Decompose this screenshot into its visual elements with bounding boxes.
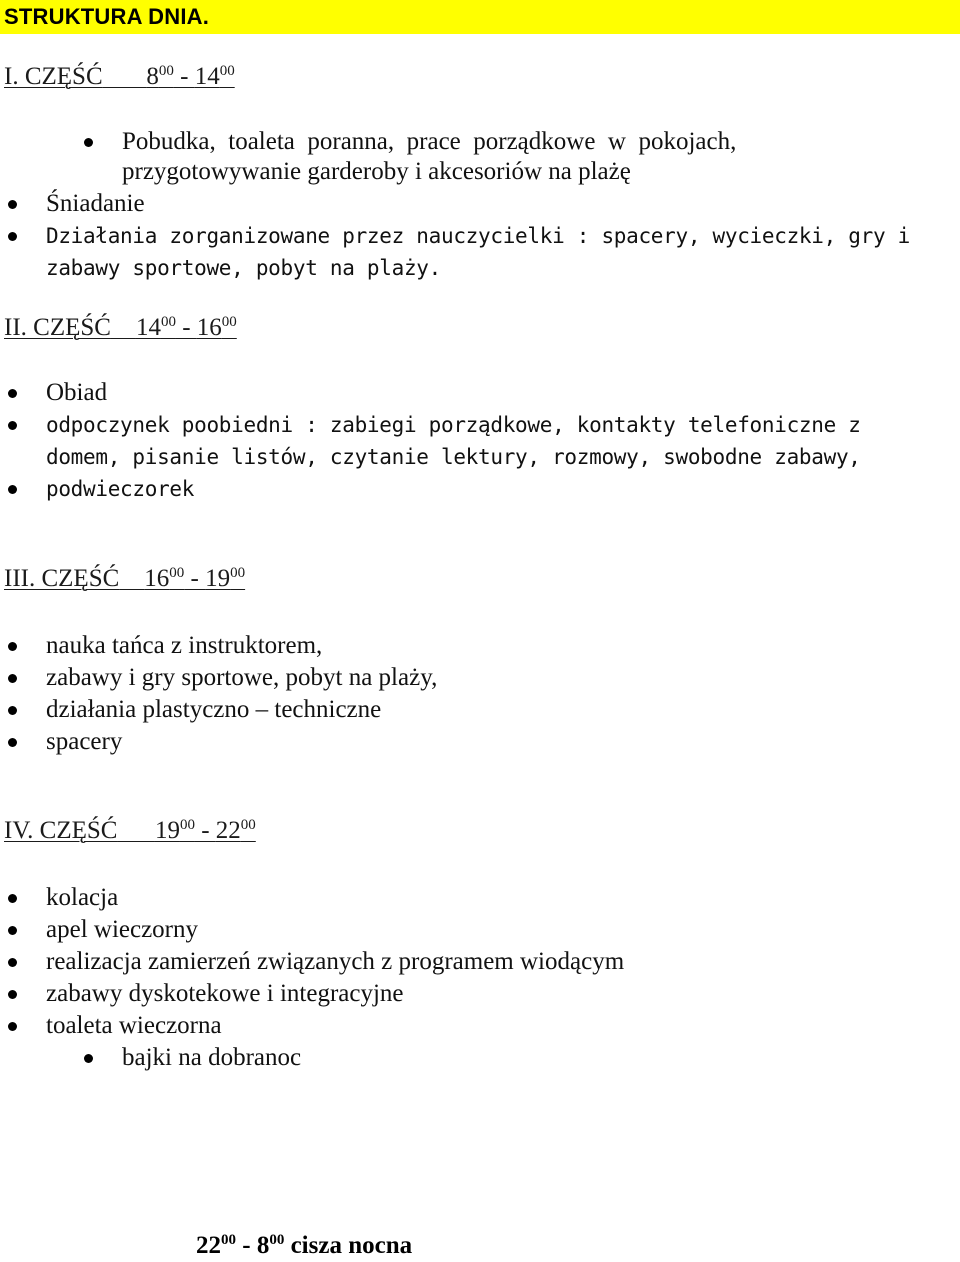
list-item: nauka tańca z instruktorem, bbox=[46, 630, 958, 662]
bullet-icon bbox=[8, 485, 17, 494]
bullet-icon bbox=[84, 1054, 93, 1063]
bullet-icon bbox=[8, 738, 17, 747]
section-heading-4: IV. CZĘŚĆ $19^{00} - 22^{00}$ bbox=[4, 817, 256, 844]
section-2-list bbox=[46, 377, 958, 505]
bullet-icon bbox=[8, 232, 17, 241]
bullet-icon bbox=[84, 138, 93, 147]
list-item: spacery bbox=[46, 726, 958, 758]
bullet-icon bbox=[8, 1022, 17, 1031]
bullet-icon bbox=[8, 990, 17, 999]
section-1-list bbox=[46, 126, 958, 284]
list-item: toaleta wieczorna bbox=[46, 1010, 958, 1042]
document-title: STRUKTURA DNIA. bbox=[4, 4, 210, 29]
bullet-icon bbox=[8, 926, 17, 935]
bullet-icon bbox=[8, 958, 17, 967]
list-item: podwieczorek bbox=[46, 473, 958, 505]
section-4-list bbox=[46, 882, 958, 1074]
section-label: I. CZĘŚĆ bbox=[4, 63, 103, 90]
list-item: Działania zorganizowane przez nauczycielki : spacery, wycieczki, gry i bbox=[46, 220, 958, 252]
list-item: zabawy i gry sportowe, pobyt na plaży, bbox=[46, 662, 958, 694]
section-heading-2: II. CZĘŚĆ $14^{00} - 16^{00}$ bbox=[4, 314, 237, 341]
list-item: apel wieczorny bbox=[46, 914, 958, 946]
bullet-icon bbox=[8, 674, 17, 683]
list-item: bajki na dobranoc bbox=[46, 1042, 958, 1074]
list-item-continuation: zabawy sportowe, pobyt na plaży. bbox=[46, 256, 441, 280]
list-item: Śniadanie bbox=[46, 188, 958, 220]
bullet-icon bbox=[8, 894, 17, 903]
title-highlight-bar bbox=[0, 0, 960, 34]
bullet-icon bbox=[8, 642, 17, 651]
section-heading-1: I. CZĘŚĆ $8^{00} - 14^{00}$ bbox=[4, 63, 235, 90]
list-item: kolacja bbox=[46, 882, 958, 914]
bullet-icon bbox=[8, 706, 17, 715]
section-label: IV. CZĘŚĆ bbox=[4, 817, 118, 844]
list-item: realizacja zamierzeń związanych z programem wiodącym bbox=[46, 946, 958, 978]
list-item: odpoczynek poobiedni : zabiegi porządkowe, kontakty telefoniczne z bbox=[46, 409, 958, 441]
quiet-hours-note: $22^{00} - 8^{00}$ cisza nocna bbox=[196, 1232, 413, 1259]
bullet-icon bbox=[8, 200, 17, 209]
section-heading-3: III. CZĘŚĆ $16^{00} - 19^{00}$ bbox=[4, 565, 246, 592]
bullet-icon bbox=[8, 389, 17, 398]
list-item-continuation: przygotowywanie garderoby i akcesoriów na plażę bbox=[122, 158, 631, 185]
list-item: Pobudka, toaleta poranna, prace porządkowe w pokojach, bbox=[46, 126, 958, 158]
list-item: działania plastyczno – techniczne bbox=[46, 694, 958, 726]
list-item-continuation: domem, pisanie listów, czytanie lektury, rozmowy, swobodne zabawy, bbox=[46, 445, 861, 469]
section-label: III. CZĘŚĆ bbox=[4, 565, 120, 592]
list-item: Obiad bbox=[46, 377, 958, 409]
bullet-icon bbox=[8, 421, 17, 430]
list-item: zabawy dyskotekowe i integracyjne bbox=[46, 978, 958, 1010]
section-3-list bbox=[46, 630, 958, 758]
section-label: II. CZĘŚĆ bbox=[4, 314, 111, 341]
